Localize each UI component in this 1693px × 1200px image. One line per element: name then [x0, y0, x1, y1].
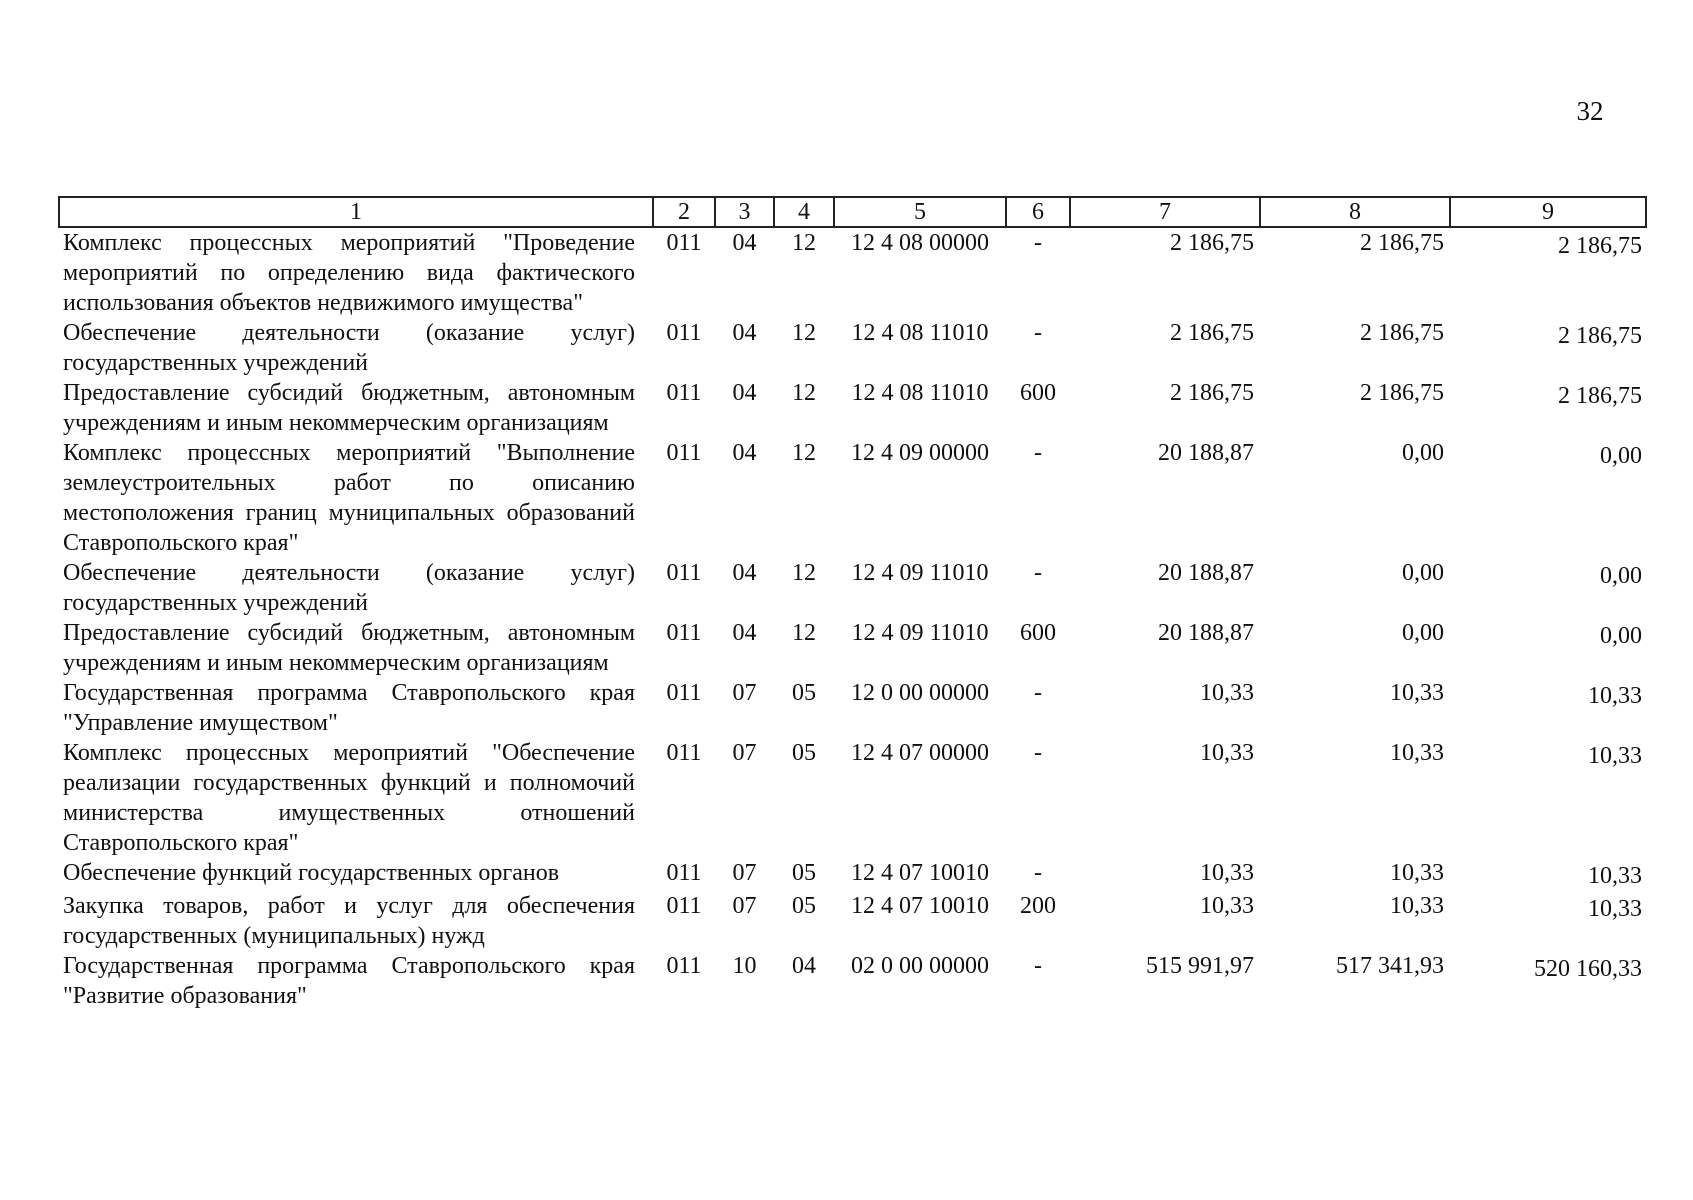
table-row	[59, 378, 1646, 438]
cell-amount-7: 515 991,97	[1146, 953, 1254, 979]
cell-expense-type: 200	[1020, 893, 1056, 919]
cell-target-article: 12 4 08 00000	[851, 230, 989, 256]
cell-code: 011	[666, 680, 702, 706]
cell-target-article: 12 4 09 11010	[851, 620, 989, 646]
row-name: Комплекс процессных мероприятий "Проведение мероприятий по определению вида фактического использования объектов недвижимого имущества"	[63, 230, 635, 316]
cell-code: 011	[666, 860, 702, 886]
row-name: Комплекс процессных мероприятий "Обеспечение реализации государственных функций и полномочий министерства имущественных отношений Ставропольского края"	[63, 740, 635, 856]
cell-amount-9: 520 160,33	[1534, 956, 1642, 982]
cell-target-article: 12 4 08 11010	[851, 380, 989, 406]
row-name: Обеспечение функций государственных органов	[63, 860, 560, 886]
table-row	[59, 858, 1646, 891]
column-header: 8	[1260, 197, 1450, 227]
cell-subsection: 05	[792, 740, 816, 766]
cell-amount-8: 2 186,75	[1360, 380, 1444, 406]
column-header: 7	[1070, 197, 1260, 227]
cell-expense-type: -	[1034, 230, 1042, 256]
column-header: 4	[774, 197, 834, 227]
column-header: 6	[1006, 197, 1070, 227]
header-row	[59, 197, 1646, 227]
cell-amount-7: 10,33	[1200, 893, 1254, 919]
cell-amount-8: 10,33	[1390, 893, 1444, 919]
cell-code: 011	[666, 893, 702, 919]
cell-target-article: 12 4 07 10010	[851, 893, 989, 919]
table-row	[59, 318, 1646, 378]
cell-target-article: 02 0 00 00000	[851, 953, 989, 979]
row-name: Предоставление субсидий бюджетным, автономным учреждениям и иным некоммерческим организациям	[63, 380, 635, 436]
cell-code: 011	[666, 560, 702, 586]
cell-amount-7: 10,33	[1200, 860, 1254, 886]
cell-expense-type: -	[1034, 680, 1042, 706]
cell-expense-type: 600	[1020, 380, 1056, 406]
cell-amount-7: 20 188,87	[1158, 620, 1254, 646]
row-name: Комплекс процессных мероприятий "Выполнение землеустроительных работ по описанию местоположения границ муниципальных образований Ставропольского края"	[63, 440, 635, 556]
row-name: Государственная программа Ставропольского края "Управление имуществом"	[63, 680, 635, 736]
cell-target-article: 12 4 09 00000	[851, 440, 989, 466]
cell-subsection: 12	[792, 230, 816, 256]
table-row	[59, 678, 1646, 738]
cell-code: 011	[666, 230, 702, 256]
cell-target-article: 12 4 08 11010	[851, 320, 989, 346]
cell-expense-type: -	[1034, 740, 1042, 766]
cell-target-article: 12 4 07 00000	[851, 740, 989, 766]
cell-amount-9: 0,00	[1600, 443, 1642, 469]
cell-subsection: 05	[792, 860, 816, 886]
cell-code: 011	[666, 320, 702, 346]
cell-amount-7: 2 186,75	[1170, 380, 1254, 406]
cell-amount-7: 20 188,87	[1158, 440, 1254, 466]
cell-amount-7: 20 188,87	[1158, 560, 1254, 586]
cell-expense-type: -	[1034, 860, 1042, 886]
cell-expense-type: -	[1034, 440, 1042, 466]
column-header: 1	[59, 197, 653, 227]
cell-section: 07	[732, 893, 757, 919]
cell-amount-9: 2 186,75	[1558, 383, 1642, 409]
cell-amount-7: 2 186,75	[1170, 320, 1254, 346]
cell-target-article: 12 4 09 11010	[851, 560, 989, 586]
cell-amount-9: 0,00	[1600, 563, 1642, 589]
cell-subsection: 05	[792, 680, 816, 706]
cell-amount-9: 10,33	[1588, 683, 1642, 709]
cell-section: 04	[732, 620, 757, 646]
cell-amount-9: 2 186,75	[1558, 323, 1642, 349]
cell-amount-8: 2 186,75	[1360, 320, 1444, 346]
cell-amount-8: 0,00	[1402, 560, 1444, 586]
cell-subsection: 04	[792, 953, 816, 979]
cell-amount-8: 517 341,93	[1336, 953, 1444, 979]
cell-amount-9: 2 186,75	[1558, 233, 1642, 259]
cell-amount-8: 2 186,75	[1360, 230, 1444, 256]
table-row	[59, 951, 1646, 1011]
cell-amount-8: 0,00	[1402, 440, 1444, 466]
page-number: 32	[1576, 96, 1604, 126]
cell-target-article: 12 4 07 10010	[851, 860, 989, 886]
cell-amount-9: 10,33	[1588, 896, 1642, 922]
cell-amount-8: 10,33	[1390, 680, 1444, 706]
cell-code: 011	[666, 380, 702, 406]
cell-section: 04	[732, 440, 757, 466]
cell-amount-8: 10,33	[1390, 860, 1444, 886]
row-name: Государственная программа Ставропольского края "Развитие образования"	[63, 953, 635, 1009]
cell-subsection: 05	[792, 893, 816, 919]
table-row	[59, 438, 1646, 558]
cell-section: 07	[732, 680, 757, 706]
cell-target-article: 12 0 00 00000	[851, 680, 989, 706]
cell-subsection: 12	[792, 380, 816, 406]
cell-code: 011	[666, 740, 702, 766]
row-name: Предоставление субсидий бюджетным, автономным учреждениям и иным некоммерческим организациям	[63, 620, 635, 676]
cell-section: 04	[732, 560, 757, 586]
cell-code: 011	[666, 440, 702, 466]
table-row	[59, 738, 1646, 858]
column-header: 3	[715, 197, 774, 227]
cell-subsection: 12	[792, 440, 816, 466]
cell-section: 04	[732, 320, 757, 346]
cell-section: 07	[732, 740, 757, 766]
cell-section: 04	[732, 380, 757, 406]
cell-amount-8: 10,33	[1390, 740, 1444, 766]
column-header: 5	[834, 197, 1006, 227]
cell-subsection: 12	[792, 560, 816, 586]
cell-amount-8: 0,00	[1402, 620, 1444, 646]
row-name: Обеспечение деятельности (оказание услуг) государственных учреждений	[63, 320, 635, 376]
cell-expense-type: -	[1034, 320, 1042, 346]
cell-code: 011	[666, 620, 702, 646]
cell-section: 04	[732, 230, 757, 256]
table-row	[59, 618, 1646, 678]
cell-code: 011	[666, 953, 702, 979]
row-name: Закупка товаров, работ и услуг для обеспечения государственных (муниципальных) нужд	[63, 893, 635, 949]
cell-subsection: 12	[792, 320, 816, 346]
cell-amount-7: 2 186,75	[1170, 230, 1254, 256]
column-header: 9	[1450, 197, 1646, 227]
table-row	[59, 227, 1646, 318]
cell-section: 07	[732, 860, 757, 886]
cell-amount-9: 10,33	[1588, 863, 1642, 889]
table-row	[59, 558, 1646, 618]
cell-section: 10	[732, 953, 757, 979]
cell-amount-7: 10,33	[1200, 680, 1254, 706]
cell-amount-7: 10,33	[1200, 740, 1254, 766]
column-header: 2	[653, 197, 715, 227]
budget-table	[58, 196, 1647, 1011]
cell-expense-type: 600	[1020, 620, 1056, 646]
cell-amount-9: 0,00	[1600, 623, 1642, 649]
cell-subsection: 12	[792, 620, 816, 646]
cell-expense-type: -	[1034, 560, 1042, 586]
cell-amount-9: 10,33	[1588, 743, 1642, 769]
cell-expense-type: -	[1034, 953, 1042, 979]
table-row	[59, 891, 1646, 951]
row-name: Обеспечение деятельности (оказание услуг) государственных учреждений	[63, 560, 635, 616]
